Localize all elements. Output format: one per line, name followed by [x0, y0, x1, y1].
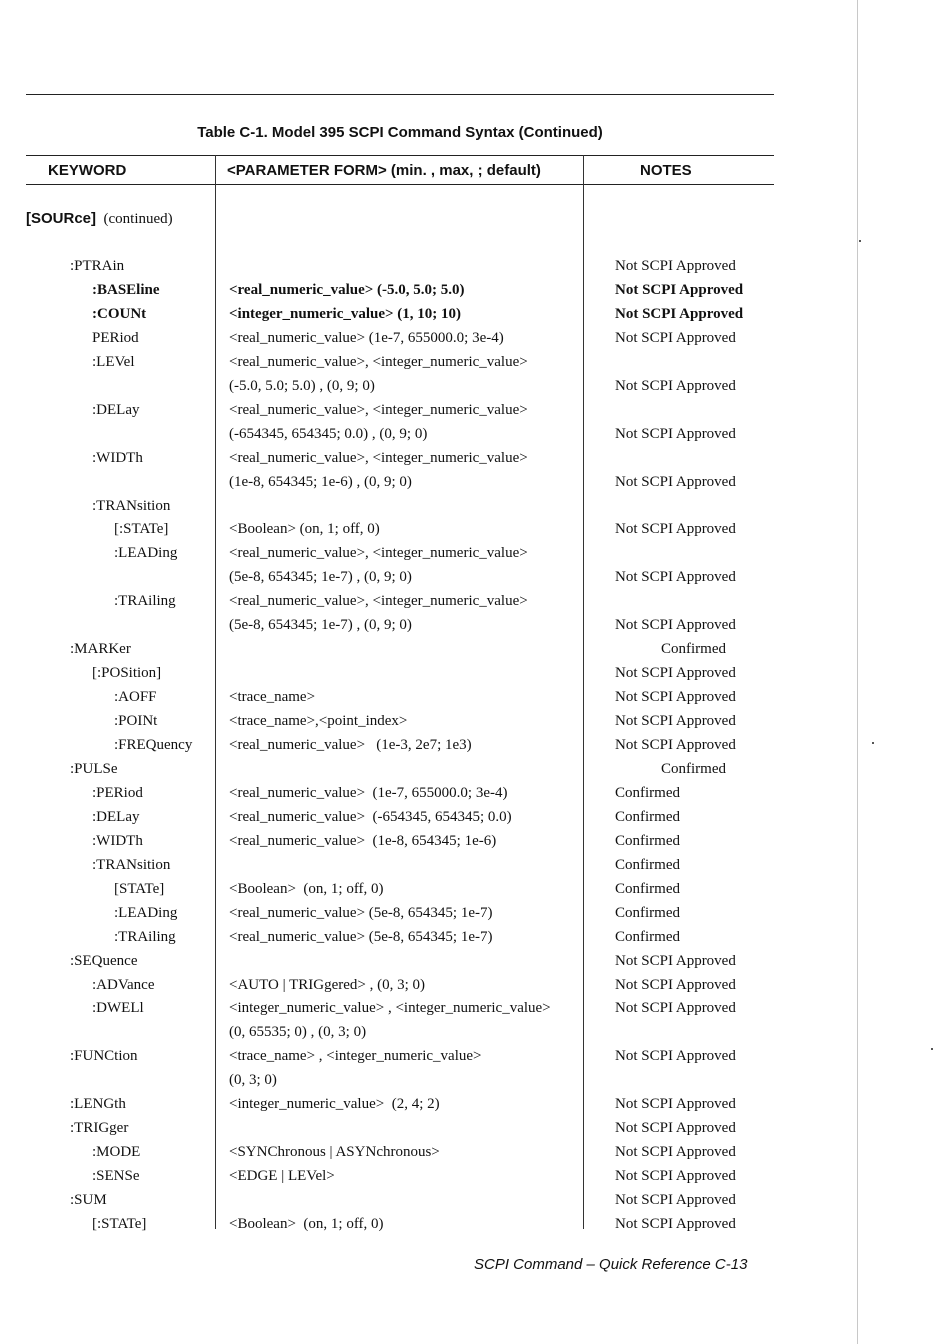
notes-cell: Not SCPI Approved — [615, 976, 736, 993]
parameter-form-cell: <real_numeric_value> (1e-7, 655000.0; 3e-4) — [229, 784, 508, 801]
table-row — [0, 593, 800, 615]
table-row — [0, 617, 800, 639]
table-row — [0, 330, 800, 352]
table-row — [0, 641, 800, 663]
keyword-cell: :LEADing — [114, 545, 178, 562]
table-row — [0, 521, 800, 543]
notes-cell: Not SCPI Approved — [615, 1168, 736, 1185]
table-row — [0, 881, 800, 903]
notes-cell: Not SCPI Approved — [615, 473, 736, 490]
keyword-cell: :LENGth — [70, 1096, 126, 1113]
notes-cell: Not SCPI Approved — [615, 258, 736, 274]
parameter-form-cell: <real_numeric_value> (1e-3, 2e7; 1e3) — [229, 737, 472, 753]
keyword-cell: :TRANsition — [92, 497, 171, 514]
table-row — [0, 761, 800, 783]
table-row — [0, 665, 800, 687]
keyword-cell: :ADVance — [92, 976, 155, 993]
notes-cell: Confirmed — [615, 904, 680, 921]
scan-edge-line — [857, 0, 858, 1344]
notes-cell: Not SCPI Approved — [615, 952, 736, 969]
notes-cell: Not SCPI Approved — [615, 329, 736, 346]
table-row — [0, 378, 800, 400]
top-rule — [26, 94, 774, 95]
parameter-form-cell: <EDGE | LEVel> — [229, 1168, 335, 1185]
keyword-cell: :TRAiling — [114, 593, 176, 610]
keyword-cell: :LEVel — [92, 353, 135, 370]
table-row — [0, 498, 800, 520]
notes-cell: Not SCPI Approved — [615, 521, 736, 538]
parameter-form-cell: <real_numeric_value> (5e-8, 654345; 1e-7) — [229, 928, 493, 945]
table-row — [0, 450, 800, 472]
keyword-cell: :WIDTh — [92, 832, 143, 849]
keyword-cell: :TRIGger — [70, 1120, 129, 1137]
header-parameter-form: <PARAMETER FORM> (min. , max, ; default) — [227, 162, 541, 179]
notes-cell: Not SCPI Approved — [615, 1000, 736, 1017]
keyword-cell: [:STATe] — [114, 521, 169, 538]
keyword-cell: :SEQuence — [70, 952, 138, 969]
table-row — [0, 282, 800, 304]
parameter-form-cell: <integer_numeric_value> (2, 4; 2) — [229, 1096, 440, 1113]
scan-speck — [859, 240, 861, 242]
keyword-cell: :WIDTh — [92, 449, 143, 466]
keyword-cell: :COUNt — [92, 305, 147, 322]
keyword-cell: :PERiod — [92, 784, 143, 801]
notes-cell: Not SCPI Approved — [615, 305, 744, 322]
notes-cell: Not SCPI Approved — [615, 737, 736, 753]
parameter-form-cell: <real_numeric_value>, <integer_numeric_value> — [229, 353, 528, 370]
table-row — [0, 953, 800, 975]
keyword-cell: :TRANsition — [92, 856, 171, 873]
table-row — [0, 1168, 800, 1190]
parameter-form-cell: <AUTO | TRIGgered> , (0, 3; 0) — [229, 976, 426, 993]
parameter-form-cell: <real_numeric_value> (-654345, 654345; 0.0) — [229, 808, 512, 825]
keyword-cell: :POINt — [114, 713, 158, 730]
parameter-form-cell: <trace_name>,<point_index> — [229, 713, 408, 730]
keyword-cell: [STATe] — [114, 880, 165, 897]
table-row — [0, 258, 800, 280]
notes-cell: Not SCPI Approved — [615, 1120, 736, 1137]
keyword-cell: :PULSe — [70, 760, 118, 777]
section-heading — [26, 210, 173, 228]
keyword-cell: :PTRAin — [70, 258, 125, 274]
keyword-cell: [:STATe] — [92, 1216, 147, 1232]
table-row — [0, 929, 800, 951]
parameter-form-cell: <SYNChronous | ASYNchronous> — [229, 1144, 440, 1161]
notes-cell: Not SCPI Approved — [615, 665, 736, 682]
parameter-form-cell: (-5.0, 5.0; 5.0) , (0, 9; 0) — [229, 377, 375, 394]
table-row — [0, 1096, 800, 1118]
table-row — [0, 1048, 800, 1070]
table-row — [0, 737, 800, 759]
keyword-cell: :MARKer — [70, 641, 131, 658]
keyword-cell: :FREQuency — [114, 737, 193, 753]
table-row — [0, 402, 800, 424]
table-row — [0, 809, 800, 831]
table-row — [0, 354, 800, 376]
notes-cell: Confirmed — [615, 832, 680, 849]
parameter-form-cell: <Boolean> (on, 1; off, 0) — [229, 521, 380, 538]
notes-cell: Confirmed — [615, 856, 680, 873]
notes-cell: Confirmed — [661, 760, 726, 777]
parameter-form-cell: <real_numeric_value> (5e-8, 654345; 1e-7) — [229, 904, 493, 921]
parameter-form-cell: <trace_name> — [229, 689, 316, 706]
parameter-form-cell: (0, 65535; 0) , (0, 3; 0) — [229, 1024, 367, 1041]
notes-cell: Confirmed — [615, 928, 680, 945]
table-row — [0, 1216, 800, 1238]
table-row — [0, 545, 800, 567]
parameter-form-cell: (0, 3; 0) — [229, 1072, 277, 1089]
parameter-form-cell: <real_numeric_value> (1e-8, 654345; 1e-6) — [229, 832, 497, 849]
notes-cell: Confirmed — [661, 641, 726, 658]
notes-cell: Not SCPI Approved — [615, 689, 736, 706]
notes-cell: Not SCPI Approved — [615, 1144, 736, 1161]
scan-speck — [931, 1048, 933, 1050]
notes-cell: Not SCPI Approved — [615, 425, 736, 442]
parameter-form-cell: <real_numeric_value> (1e-7, 655000.0; 3e-4) — [229, 329, 504, 346]
parameter-form-cell: <Boolean> (on, 1; off, 0) — [229, 880, 384, 897]
table-row — [0, 569, 800, 591]
keyword-cell: :SUM — [70, 1192, 107, 1209]
table-row — [0, 857, 800, 879]
notes-cell: Not SCPI Approved — [615, 377, 736, 394]
keyword-cell: :SENSe — [92, 1168, 140, 1185]
keyword-cell: :DELay — [92, 401, 140, 418]
parameter-form-cell: <real_numeric_value>, <integer_numeric_value> — [229, 545, 528, 562]
notes-cell: Not SCPI Approved — [615, 1096, 736, 1113]
table-row — [0, 306, 800, 328]
table-row — [0, 474, 800, 496]
parameter-form-cell: <integer_numeric_value> , <integer_numeric_value> — [229, 1000, 551, 1017]
parameter-form-cell: (1e-8, 654345; 1e-6) , (0, 9; 0) — [229, 473, 412, 490]
keyword-cell: :LEADing — [114, 904, 178, 921]
keyword-cell: :FUNCtion — [70, 1048, 138, 1065]
section-suffix: (continued) — [103, 211, 173, 227]
header-bottom-rule — [26, 184, 774, 185]
notes-cell: Not SCPI Approved — [615, 281, 744, 298]
keyword-cell: [:POSition] — [92, 665, 162, 682]
parameter-form-cell: <real_numeric_value>, <integer_numeric_value> — [229, 593, 528, 610]
page-footer: SCPI Command – Quick Reference C-13 — [474, 1256, 748, 1273]
table-row — [0, 905, 800, 927]
table-row — [0, 833, 800, 855]
table-row — [0, 1120, 800, 1142]
parameter-form-cell: (-654345, 654345; 0.0) , (0, 9; 0) — [229, 425, 428, 442]
notes-cell: Not SCPI Approved — [615, 1216, 736, 1232]
header-keyword: KEYWORD — [48, 162, 127, 179]
table-title: Table C-1. Model 395 SCPI Command Syntax (Continued) — [197, 124, 603, 141]
table-row — [0, 785, 800, 807]
notes-cell: Confirmed — [615, 808, 680, 825]
parameter-form-cell: <Boolean> (on, 1; off, 0) — [229, 1216, 384, 1232]
notes-cell: Confirmed — [615, 880, 680, 897]
keyword-cell: :BASEline — [92, 281, 160, 298]
parameter-form-cell: <real_numeric_value>, <integer_numeric_value> — [229, 449, 528, 466]
notes-cell: Not SCPI Approved — [615, 569, 736, 586]
notes-cell: Not SCPI Approved — [615, 1192, 736, 1209]
table-row — [0, 713, 800, 735]
scan-speck — [872, 742, 874, 744]
keyword-cell: :MODE — [92, 1144, 141, 1161]
table-row — [0, 1024, 800, 1046]
table-row — [0, 689, 800, 711]
table-row — [0, 1192, 800, 1214]
parameter-form-cell: <real_numeric_value>, <integer_numeric_value> — [229, 401, 528, 418]
notes-cell: Confirmed — [615, 784, 680, 801]
table-row — [0, 1072, 800, 1094]
table-row — [0, 426, 800, 448]
parameter-form-cell: <trace_name> , <integer_numeric_value> — [229, 1048, 482, 1065]
keyword-cell: :DELay — [92, 808, 140, 825]
header-top-rule — [26, 155, 774, 156]
keyword-cell: :TRAiling — [114, 928, 176, 945]
table-row — [0, 977, 800, 999]
header-notes: NOTES — [640, 162, 692, 179]
parameter-form-cell: <integer_numeric_value> (1, 10; 10) — [229, 305, 462, 322]
parameter-form-cell: <real_numeric_value> (-5.0, 5.0; 5.0) — [229, 281, 465, 298]
table-row — [0, 1000, 800, 1022]
keyword-cell: :AOFF — [114, 689, 157, 706]
notes-cell: Not SCPI Approved — [615, 1048, 736, 1065]
keyword-cell: :DWELl — [92, 1000, 144, 1017]
section-name: [SOURce] — [26, 210, 97, 227]
parameter-form-cell: (5e-8, 654345; 1e-7) , (0, 9; 0) — [229, 617, 412, 634]
keyword-cell: PERiod — [92, 329, 139, 346]
notes-cell: Not SCPI Approved — [615, 617, 736, 634]
table-row — [0, 1144, 800, 1166]
notes-cell: Not SCPI Approved — [615, 713, 736, 730]
parameter-form-cell: (5e-8, 654345; 1e-7) , (0, 9; 0) — [229, 569, 412, 586]
